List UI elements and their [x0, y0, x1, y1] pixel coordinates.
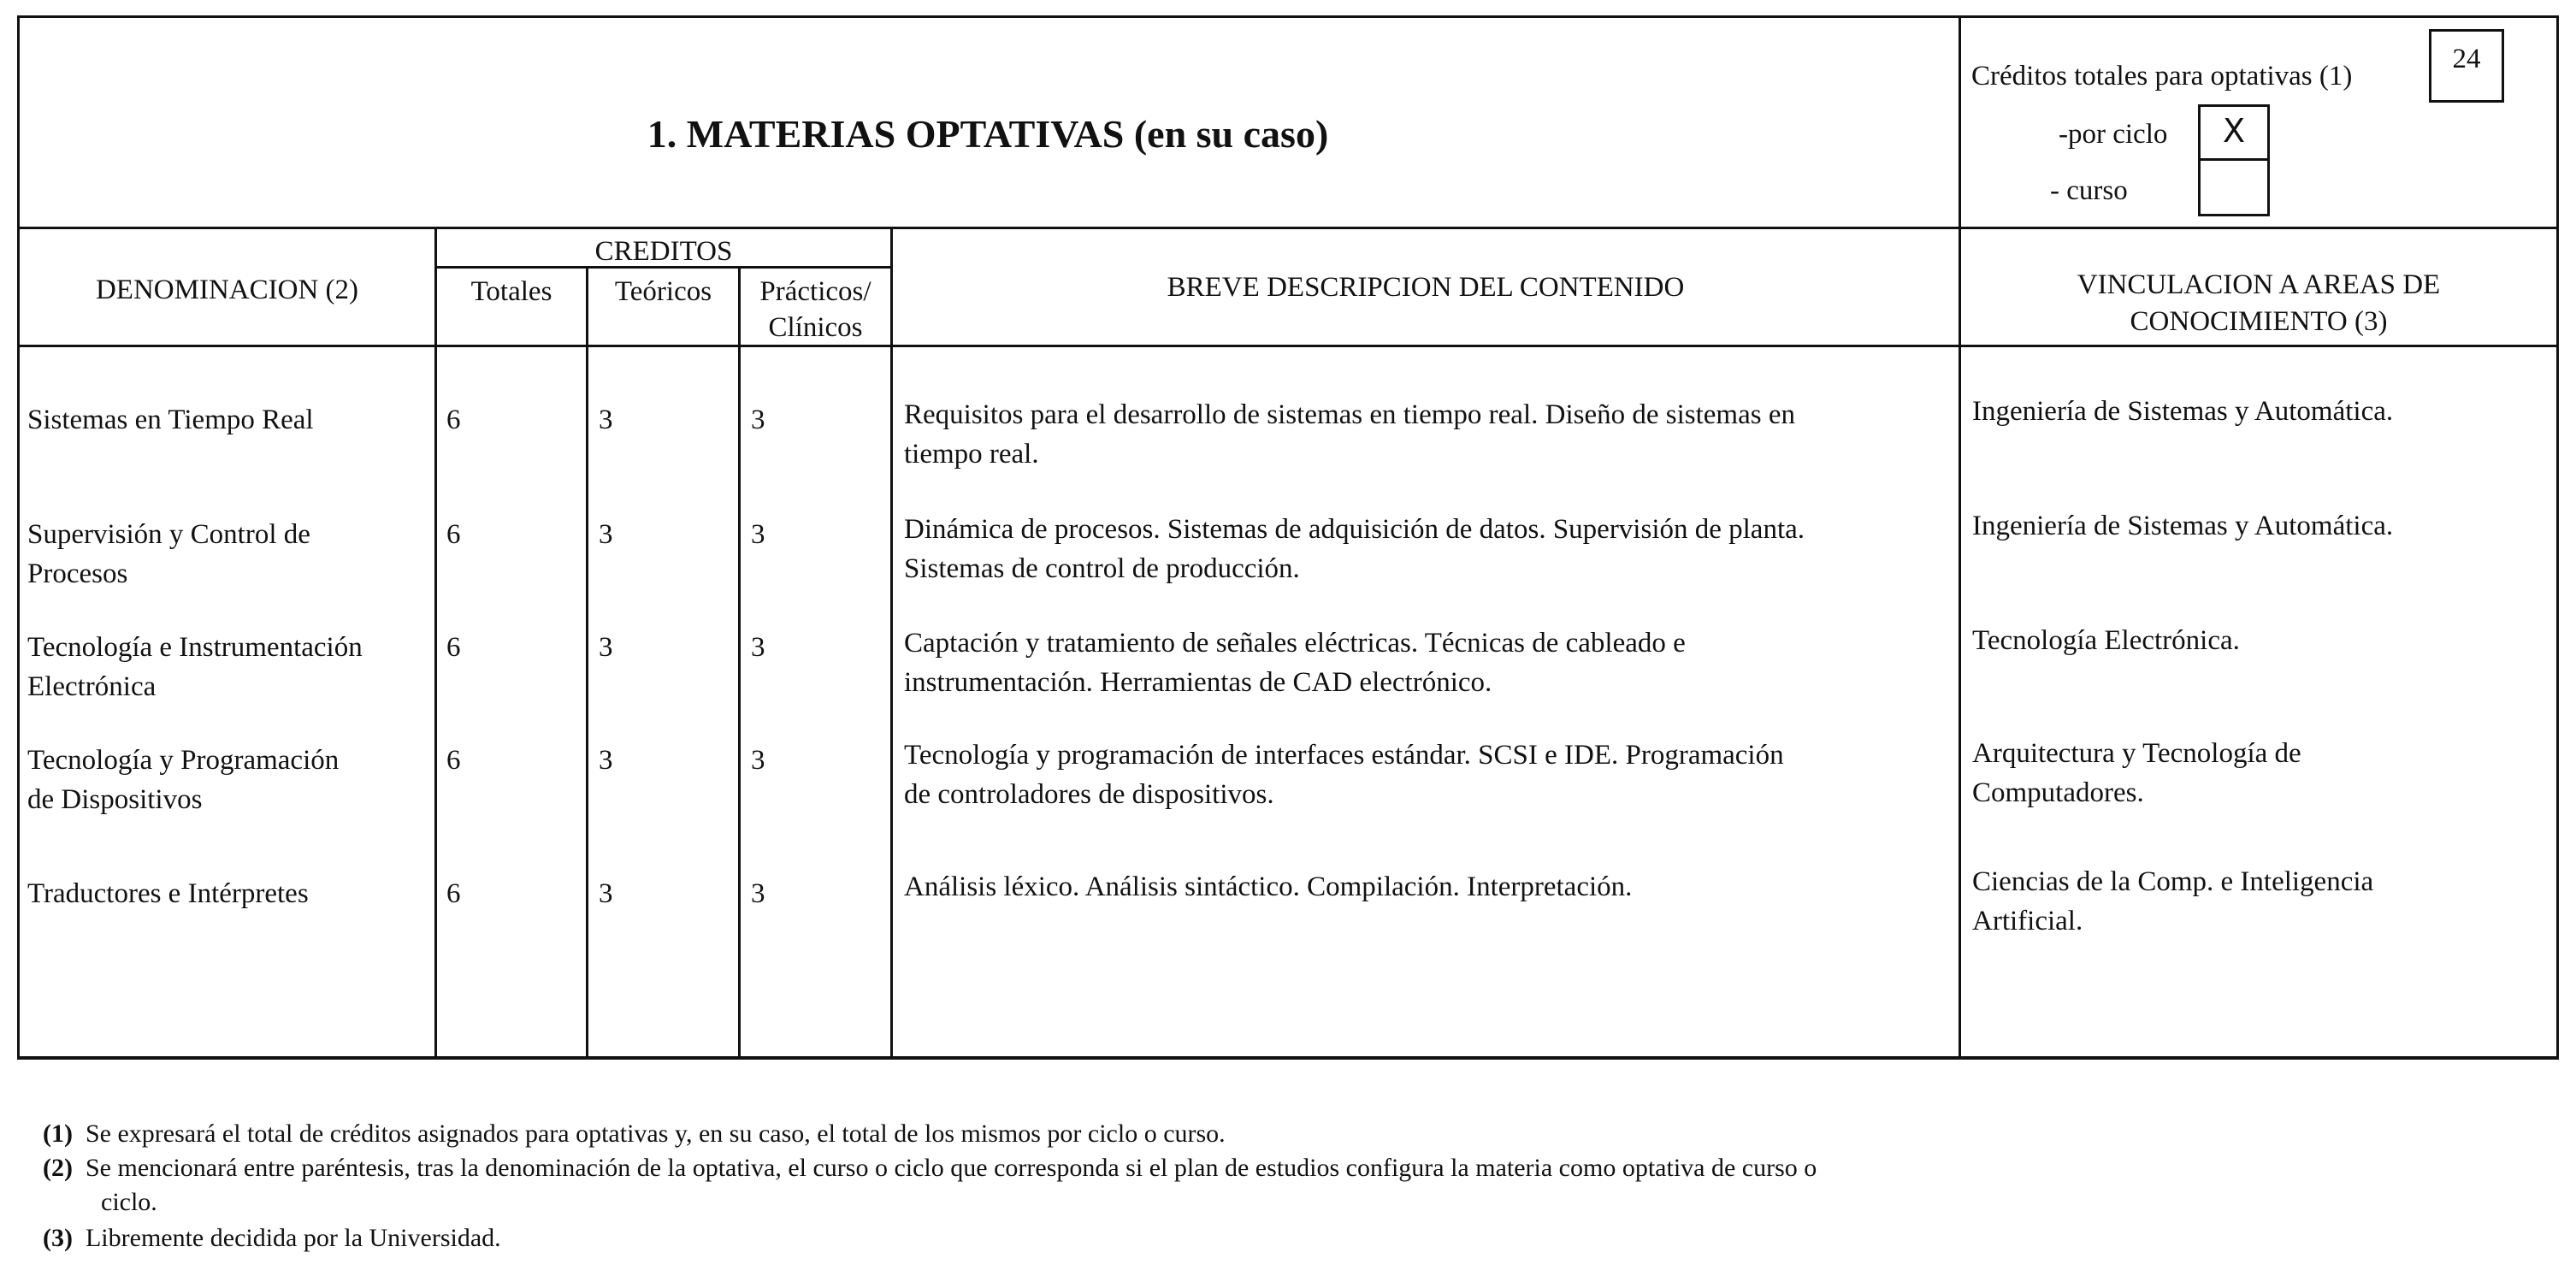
row-4-teoricos: 3 — [599, 745, 613, 776]
col-divider-denominacion — [434, 227, 437, 1060]
row-3-area: Tecnología Electrónica. — [1972, 625, 2240, 656]
por-ciclo-label: -por ciclo — [2059, 119, 2168, 150]
row-1-denominacion: Sistemas en Tiempo Real — [27, 405, 314, 435]
row-5-totales: 6 — [446, 878, 461, 909]
header-vinculacion-line2: CONOCIMIENTO (3) — [2130, 306, 2388, 337]
row-1-totales: 6 — [446, 405, 461, 435]
row-3-descripcion-line2: instrumentación. Herramientas de CAD electrónico. — [904, 667, 1492, 698]
col-divider-descripcion — [1959, 227, 1961, 1060]
row-5-denominacion: Traductores e Intérpretes — [27, 878, 309, 909]
header-denominacion: DENOMINACION (2) — [95, 275, 359, 305]
row-5-teoricos: 3 — [599, 878, 613, 909]
row-2-denominacion-line1: Supervisión y Control de — [27, 519, 310, 550]
row-4-area-line1: Arquitectura y Tecnología de — [1972, 738, 2301, 769]
footnote-3 — [43, 1221, 501, 1255]
header-creditos: CREDITOS — [594, 236, 733, 267]
row-2-totales: 6 — [446, 519, 461, 550]
header-teoricos: Teóricos — [614, 276, 712, 307]
left-border — [17, 15, 20, 1060]
curso-box — [2198, 158, 2270, 216]
credits-total-value: 24 — [2452, 44, 2481, 74]
curso-label: - curso — [2050, 175, 2128, 206]
footnote-2-num: (2) — [43, 1154, 73, 1182]
row-4-descripcion-line2: de controladores de dispositivos. — [904, 779, 1274, 810]
credits-total-label: Créditos totales para optativas (1) — [1971, 61, 2353, 92]
row-5-practicos: 3 — [751, 878, 765, 909]
row-4-practicos: 3 — [751, 745, 765, 776]
footnote-2-continuation — [101, 1185, 157, 1220]
row-4-totales: 6 — [446, 745, 461, 776]
row-4-area-line2: Computadores. — [1972, 777, 2144, 808]
credits-total-box — [2429, 29, 2504, 103]
footnote-3-text: Libremente decidida por la Universidad. — [85, 1224, 501, 1252]
row-2-teoricos: 3 — [599, 519, 613, 550]
page-title: 1. MATERIAS OPTATIVAS (en su caso) — [647, 112, 1329, 156]
row-5-area-line2: Artificial. — [1972, 906, 2083, 936]
row-3-denominacion-line2: Electrónica — [27, 671, 157, 702]
row-1-practicos: 3 — [751, 405, 765, 435]
row-3-practicos: 3 — [751, 632, 765, 663]
header-practicos: Prácticos/ — [759, 276, 871, 307]
row-1-descripcion-line2: tiempo real. — [904, 439, 1039, 470]
table-top-border — [17, 15, 2559, 18]
header-divider — [17, 227, 2559, 229]
header-vinculacion-line1: VINCULACION A AREAS DE — [2077, 269, 2441, 300]
row-4-descripcion-line1: Tecnología y programación de interfaces estándar. SCSI e IDE. Programación — [904, 740, 1784, 771]
row-4-denominacion-line1: Tecnología y Programación — [27, 745, 340, 776]
row-5-area-line1: Ciencias de la Comp. e Inteligencia — [1972, 866, 2374, 897]
footnote-1 — [43, 1117, 1226, 1151]
col-divider-practicos — [890, 227, 893, 1060]
row-2-denominacion-line2: Procesos — [27, 558, 128, 589]
row-2-practicos: 3 — [751, 519, 765, 550]
footnote-1-num: (1) — [43, 1120, 73, 1148]
footnote-2-cont-text: ciclo. — [101, 1188, 157, 1216]
row-3-teoricos: 3 — [599, 632, 613, 663]
por-ciclo-box — [2198, 104, 2270, 161]
column-header-divider — [17, 345, 2559, 347]
row-3-totales: 6 — [446, 632, 461, 663]
title-credits-divider — [1959, 15, 1961, 229]
header-totales: Totales — [470, 276, 552, 307]
footnote-2-text: Se mencionará entre paréntesis, tras la denominación de la optativa, el curso o ciclo que corresponda si el plan de estudios configura la materia como optativa de curso o — [85, 1154, 1817, 1182]
row-2-area: Ingeniería de Sistemas y Automática. — [1972, 511, 2394, 541]
row-1-descripcion-line1: Requisitos para el desarrollo de sistemas en tiempo real. Diseño de sistemas en — [904, 399, 1795, 430]
col-divider-totales — [586, 266, 588, 1060]
header-clinicos: Clínicos — [768, 312, 863, 343]
row-2-descripcion-line1: Dinámica de procesos. Sistemas de adquisición de datos. Supervisión de planta. — [904, 514, 1805, 545]
footnote-2 — [43, 1151, 1817, 1185]
row-3-descripcion-line1: Captación y tratamiento de señales eléctricas. Técnicas de cableado e — [904, 628, 1686, 659]
right-border — [2556, 15, 2559, 1060]
header-descripcion: BREVE DESCRIPCION DEL CONTENIDO — [1167, 272, 1685, 303]
row-2-descripcion-line2: Sistemas de control de producción. — [904, 553, 1300, 584]
row-5-descripcion-line1: Análisis léxico. Análisis sintáctico. Compilación. Interpretación. — [904, 871, 1633, 902]
footnote-3-num: (3) — [43, 1224, 73, 1252]
row-3-denominacion-line1: Tecnología e Instrumentación — [27, 632, 363, 663]
row-1-teoricos: 3 — [599, 405, 613, 435]
col-divider-teoricos — [738, 266, 741, 1060]
table-bottom-border — [17, 1056, 2559, 1060]
por-ciclo-mark: X — [2222, 112, 2246, 150]
row-4-denominacion-line2: de Dispositivos — [27, 784, 203, 815]
row-1-area: Ingeniería de Sistemas y Automática. — [1972, 396, 2394, 427]
footnote-1-text: Se expresará el total de créditos asignados para optativas y, en su caso, el total de los mismos por ciclo o curso. — [85, 1120, 1226, 1148]
